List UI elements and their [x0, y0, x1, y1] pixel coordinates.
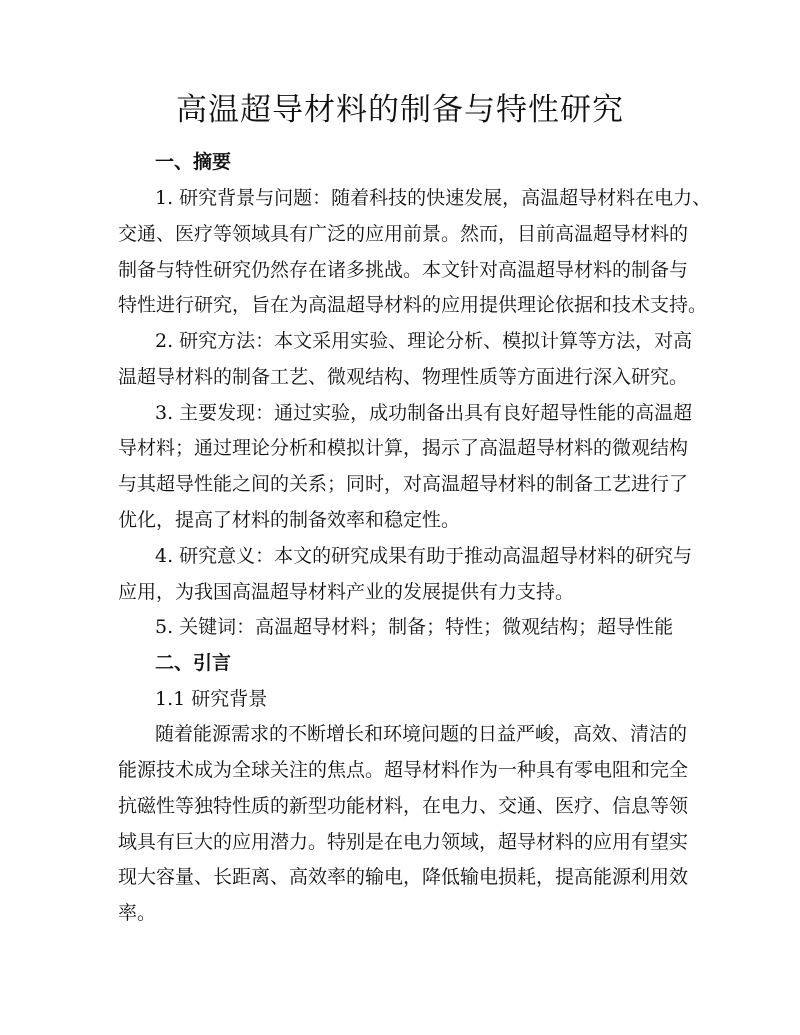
paragraph-line: 与其超导性能之间的关系；同时，对高温超导材料的制备工艺进行了 [118, 473, 689, 495]
paragraph-line: 特性进行研究，旨在为高温超导材料的应用提供理论依据和技术支持。 [118, 294, 708, 316]
section-heading-introduction: 二、引言 [155, 652, 232, 674]
paragraph-line: 交通、医疗等领域具有广泛的应用前景。然而，目前高温超导材料的 [118, 223, 689, 245]
document-title: 高温超导材料的制备与特性研究 [176, 92, 624, 128]
paragraph-line: 率。 [118, 902, 157, 924]
paragraph-line: 导材料；通过理论分析和模拟计算，揭示了高温超导材料的微观结构 [118, 437, 689, 459]
section-heading-abstract: 一、摘要 [155, 151, 232, 173]
paragraph-line: 能源技术成为全球关注的焦点。超导材料作为一种具有零电阻和完全 [118, 759, 689, 781]
paragraph-line: 现大容量、长距离、高效率的输电，降低输电损耗，提高能源利用效 [118, 866, 689, 888]
keywords-line: 5. 关键词：高温超导材料；制备；特性；微观结构；超导性能 [155, 616, 674, 638]
paragraph-line: 制备与特性研究仍然存在诸多挑战。本文针对高温超导材料的制备与 [118, 259, 689, 281]
paragraph-line: 随着能源需求的不断增长和环境问题的日益严峻，高效、清洁的 [155, 723, 688, 745]
paragraph-line: 4. 研究意义：本文的研究成果有助于推动高温超导材料的研究与 [155, 545, 693, 567]
paragraph-line: 域具有巨大的应用潜力。特别是在电力领域，超导材料的应用有望实 [118, 831, 689, 853]
paragraph-line: 2. 研究方法：本文采用实验、理论分析、模拟计算等方法，对高 [155, 330, 693, 352]
paragraph-line: 3. 主要发现：通过实验，成功制备出具有良好超导性能的高温超 [155, 402, 693, 424]
paragraph-line: 抗磁性等独特性质的新型功能材料，在电力、交通、医疗、信息等领 [118, 795, 689, 817]
paragraph-line: 温超导材料的制备工艺、微观结构、物理性质等方面进行深入研究。 [118, 366, 689, 388]
paragraph-line: 1. 研究背景与问题：随着科技的快速发展，高温超导材料在电力、 [155, 187, 712, 209]
paragraph-line: 应用，为我国高温超导材料产业的发展提供有力支持。 [118, 581, 575, 603]
subsection-heading: 1.1 研究背景 [155, 688, 268, 710]
paragraph-line: 优化，提高了材料的制备效率和稳定性。 [118, 509, 461, 531]
